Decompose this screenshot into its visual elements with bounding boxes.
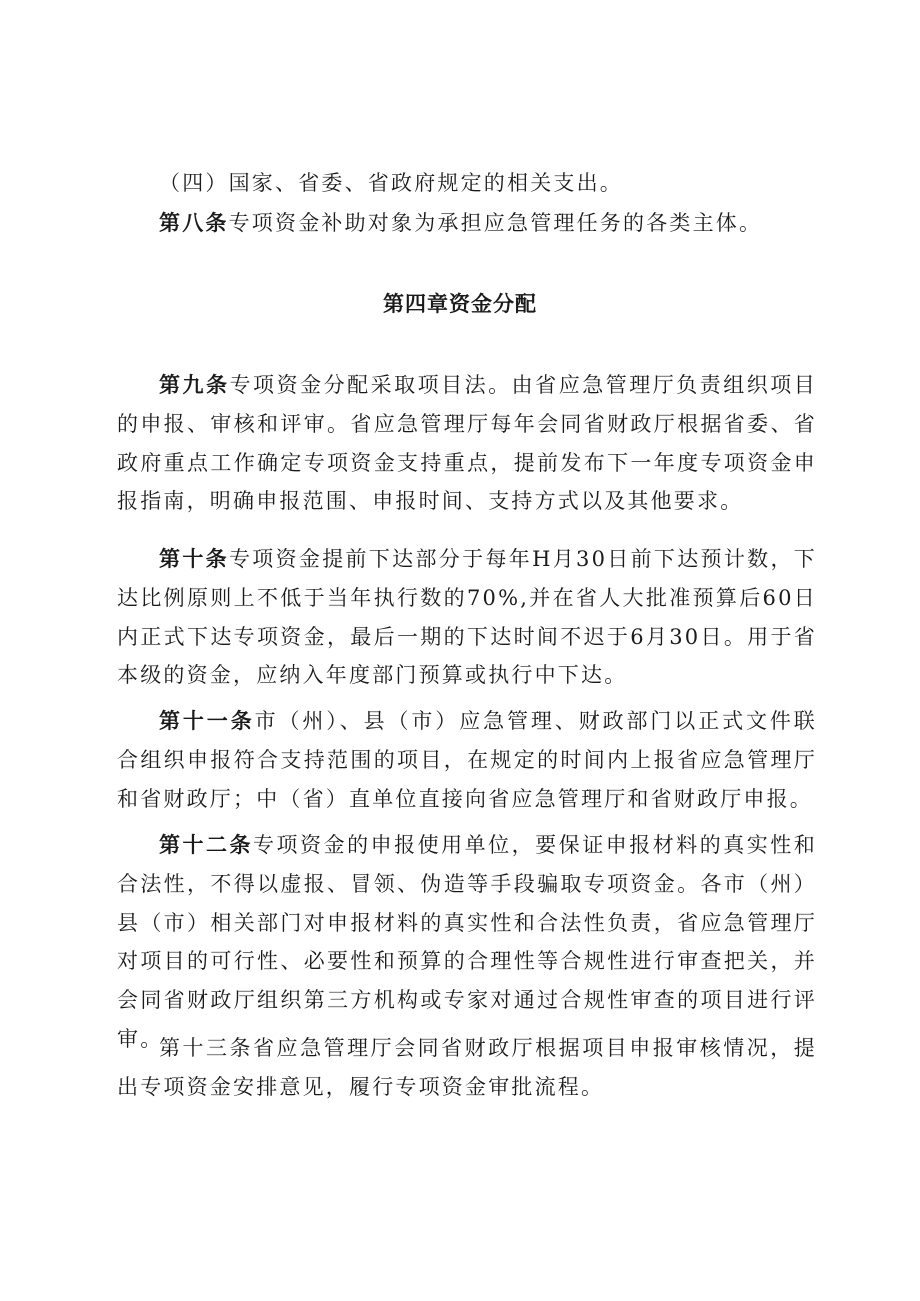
article-9 bbox=[117, 366, 817, 521]
chapter-title: 第四章资金分配 bbox=[383, 291, 537, 316]
article-11-lead: 第十一条 bbox=[159, 708, 255, 733]
article-10-lead: 第十条 bbox=[159, 546, 229, 571]
article-11-text: 市（州）、县（市）应急管理、财政部门以正式文件联合组织申报符合支持范围的项目，在规定的时间内上报省应急管理厅和省财政厅；中（省）直单位直接向省应急管理厅和省财政厅申报。 bbox=[117, 709, 817, 811]
article-8-lead: 第八条 bbox=[159, 210, 229, 235]
article-13 bbox=[117, 1029, 817, 1107]
clause-item-4 bbox=[117, 164, 817, 203]
article-9-text: 专项资金分配采取项目法。由省应急管理厅负责组织项目的申报、审核和评审。省应急管理厅每年会同省财政厅根据省委、省政府重点工作确定专项资金支持重点，提前发布下一年度专项资金申报指南，明确申报范围、申报时间、支持方式以及其他要求。 bbox=[117, 373, 818, 514]
article-10 bbox=[117, 540, 817, 695]
article-13-text: 第十三条省应急管理厅会同省财政厅根据项目申报审核情况，提出专项资金安排意见，履行专项资金审批流程。 bbox=[117, 1036, 817, 1099]
article-9-lead: 第九条 bbox=[159, 372, 230, 397]
article-12 bbox=[117, 826, 817, 1059]
article-8 bbox=[117, 204, 817, 243]
clause-text: （四）国家、省委、省政府规定的相关支出。 bbox=[159, 171, 623, 195]
article-12-lead: 第十二条 bbox=[159, 832, 254, 857]
article-8-text: 专项资金补助对象为承担应急管理任务的各类主体。 bbox=[228, 211, 763, 235]
article-11 bbox=[117, 702, 817, 818]
article-12-text: 专项资金的申报使用单位，要保证申报材料的真实性和合法性，不得以虚报、冒领、伪造等手段骗取专项资金。各市（州）县（市）相关部门对申报材料的真实性和合法性负责，省应急管理厅对项目的可行性、必要性和预算的合理性等合规性进行审查把关，并会同省财政厅组织第三方机构或专家对通过合规性审查的项目进行评审。 bbox=[117, 833, 817, 1051]
article-10-text: 专项资金提前下达部分于每年H月30日前下达预计数，下达比例原则上不低于当年执行数的70%,并在省人大批准预算后60日内正式下达专项资金，最后一期的下达时间不迟于6月30日。用于省本级的资金，应纳入年度部门预算或执行中下达。 bbox=[117, 547, 817, 688]
